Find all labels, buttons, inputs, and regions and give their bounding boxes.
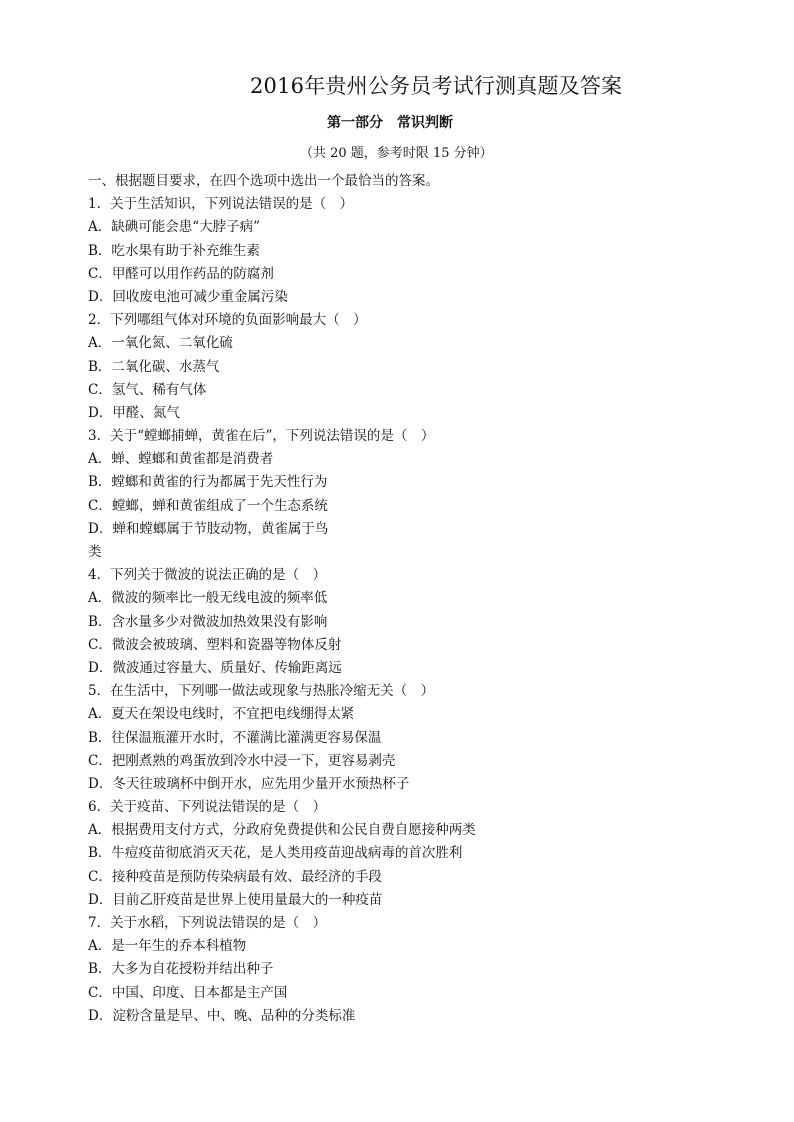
- option-line: A．根据费用支付方式，分政府免费提供和公民自费自愿接种两类: [88, 822, 476, 839]
- question-line: 6．关于疫苗、下列说法错误的是（ ）: [88, 799, 327, 816]
- question-line: 3．关于“螳螂捕蝉，黄雀在后”，下列说法错误的是（ ）: [88, 428, 435, 445]
- option-line: A．是一年生的乔本科植物: [88, 938, 247, 955]
- option-line: C．螳螂，蝉和黄雀组成了一个生态系统: [88, 497, 328, 514]
- option-line: D．淀粉含量是早、中、晚、品种的分类标准: [88, 1007, 356, 1024]
- option-line: A．夏天在架设电线时，不宜把电线绷得太紧: [88, 706, 355, 723]
- option-line: D．甲醛、氮气: [88, 404, 180, 421]
- option-line: A．一氧化氮、二氧化硫: [88, 335, 233, 352]
- option-line: B．含水量多少对微波加热效果没有影响: [88, 613, 328, 630]
- option-line: D．蝉和螳螂属于节肢动物，黄雀属于鸟: [88, 520, 329, 537]
- option-line: A．缺碘可能会患“大脖子病”: [88, 219, 261, 236]
- question-line: 1．关于生活知识，下列说法错误的是（ ）: [88, 196, 354, 213]
- option-line: C．甲醛可以用作药品的防腐剂: [88, 265, 274, 282]
- option-line: C．把刚煮熟的鸡蛋放到冷水中浸一下，更容易剥壳: [88, 752, 396, 769]
- option-line: C．氢气、稀有气体: [88, 381, 207, 398]
- option-line: D．回收废电池可减少重金属污染: [88, 288, 288, 305]
- option-line: B．大多为自花授粉并结出种子: [88, 961, 274, 978]
- option-line: D．目前乙肝疫苗是世界上使用量最大的一种疫苗: [88, 891, 383, 908]
- option-line: D．微波通过容量大、质量好、传输距离远: [88, 659, 342, 676]
- option-line: D．冬天往玻璃杯中倒开水，应先用少量开水预热杯子: [88, 775, 410, 792]
- option-line: C．中国、印度、日本都是主产国: [88, 984, 288, 1001]
- option-line: A．微波的频率比一般无线电波的频率低: [88, 590, 328, 607]
- question-line: 4．下列关于微波的说法正确的是（ ）: [88, 567, 327, 584]
- option-line: B．螳螂和黄雀的行为都属于先天性行为: [88, 474, 328, 491]
- option-continuation-line: 类: [88, 544, 102, 560]
- option-line: C．接种疫苗是预防传染病最有效、最经济的手段: [88, 868, 382, 885]
- option-line: C．微波会被玻璃、塑料和瓷器等物体反射: [88, 636, 342, 653]
- section-note: （共 20 题，参考时限 15 分钟）: [300, 146, 493, 161]
- question-line: 7．关于水稻，下列说法错误的是（ ）: [88, 915, 327, 931]
- option-line: B．往保温瓶灌开水时，不灌满比灌满更容易保温: [88, 729, 382, 746]
- document-title: 2016年贵州公务员考试行测真题及答案: [250, 74, 623, 98]
- question-line: 2．下列哪组气体对环境的负面影响最大（ ）: [88, 312, 367, 329]
- section-title: 第一部分 常识判断: [327, 115, 453, 131]
- instruction-line: 一、根据题目要求，在四个选项中选出一个最恰当的答案。: [88, 173, 439, 189]
- option-line: B．吃水果有助于补充维生素: [88, 242, 260, 259]
- option-line: B．牛痘疫苗彻底消灭天花，是人类用疫苗迎战病毒的首次胜利: [88, 845, 463, 862]
- option-line: A．蝉、螳螂和黄雀都是消费者: [88, 451, 274, 468]
- question-line: 5．在生活中，下列哪一做法或现象与热胀冷缩无关（ ）: [88, 683, 435, 700]
- option-line: B．二氧化碳、水蒸气: [88, 358, 220, 375]
- question-lines: [88, 170, 508, 1028]
